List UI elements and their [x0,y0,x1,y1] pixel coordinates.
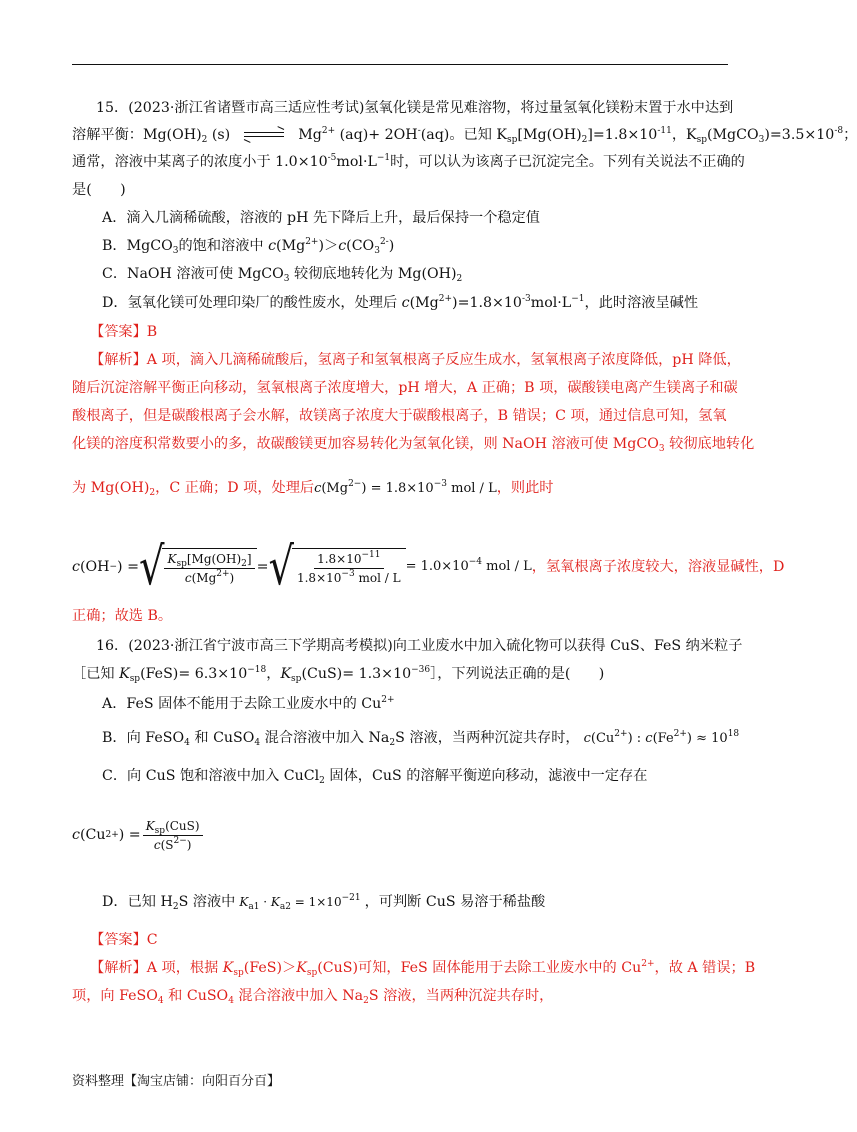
sqrt-symbol: √ $\frac{K_{sp}[Mg(OH)_2]}{c(Mg^{2+})}$ [139,547,257,587]
q16-option-d: D．已知 $H_2S$ 溶液中 $K_{a1} \cdot K_{a2} = 1\times 10^{-21}$ ，可判断 CuS 易溶于稀盐酸 [102,893,546,912]
q15-explanation-5: 为 $Mg(OH)_2$，C 正确；D 项，处理后$c(Mg^{2-}) = 1.8\times 10^{-3}$ mol / L，则此时 [72,479,554,498]
q15-line-4: 是( ) [72,182,126,198]
q15-oh-equation: c (OH − ) = √ $\frac{K_{sp}[Mg(OH)_2]}{c(Mg^{2+})}$ = √ $\frac{1.8\times 10^{-11}}{1.8\times 10^{-3} mol / L}$ = $1.0\times 10^{-4}$ mol / L ，氢氧根离子浓度较大，溶液显碱性，D [72,537,785,597]
header-rule [72,64,728,65]
q15-option-b: B．MgCO$_3$的饱和溶液中 $c(Mg^{2+})>c(CO_3^{2-})$ [102,237,395,256]
q16-option-b: B．向 FeSO$_4$ 和 CuSO$_4$ 混合溶液中加入 $Na_2S$ 溶液，当两种沉淀共存时， $c(Cu^{2+})$ : $c(Fe^{2+}) \approx 10^{18}$ [102,729,740,748]
q15-explanation-4: 化镁的溶度积常数要小的多，故碳酸镁更加容易转化为氢氧化镁，则 NaOH 溶液可使 MgCO$_3$ 较彻底地转化 [72,436,755,454]
q15-line-3: 通常，溶液中某离子的浓度小于 $1.0\times 10^{-5}mol\cdot L^{-1}$时，可以认为该离子已沉淀完全。下列有关说法不正确的 [72,153,745,170]
q16-answer: 【答案】C [90,932,158,948]
q15-option-a: A．滴入几滴稀硫酸，溶液的 pH 先下降后上升，最后保持一个稳定值 [102,210,540,226]
q16-option-c: C．向 CuS 饱和溶液中加入 CuCl$_2$ 固体，CuS 的溶解平衡逆向移动，滤液中一定存在 [102,768,648,786]
q16-line-1: 16．(2023·浙江省宁波市高三下学期高考模拟)向工业废水中加入硫化物可以获得 CuS、FeS 纳米粒子 [96,638,743,654]
q15-explanation-3: 酸根离子，但是碳酸根离子会水解，故镁离子浓度大于碳酸根离子，B 错误；C 项，通过信息可知，氢氧 [72,408,727,424]
q15-line-1: 15．(2023·浙江省诸暨市高三适应性考试)氢氧化镁是常见难溶物，将过量氢氧化镁粉末置于水中达到 [96,100,734,116]
sqrt-symbol-2: √ $\frac{1.8\times 10^{-11}}{1.8\times 10^{-3} mol / L}$ [268,547,405,587]
q15-explanation-1: 【解析】A 项，滴入几滴稀硫酸后，氢离子和氢氧根离子反应生成水，氢氧根离子浓度降低，pH 降低， [90,352,741,368]
q15-answer: 【答案】B [90,324,158,340]
q16-cu-equation: c (Cu 2+ ) = $\frac{K_{sp}(CuS)}{c(S^{2-})}$ [72,812,205,858]
q16-option-a: A．FeS 固体不能用于去除工业废水中的 $Cu^{2+}$ [102,695,395,712]
q15-option-d: D．氢氧化镁可处理印染厂的酸性废水，处理后 $c(Mg^{2+})=1.8\times 10^{-3}mol\cdot L^{-1}$，此时溶液呈碱性 [102,294,699,311]
q16-explanation-2: 项，向 FeSO$_4$ 和 CuSO$_4$ 混合溶液中加入 $Na_2S$ 溶液，当两种沉淀共存时， [72,988,554,1006]
equilibrium-arrow-icon [244,130,284,140]
q15-explanation-7: 正确；故选 B。 [72,608,173,624]
q16-explanation-1: 【解析】A 项，根据 $K_{sp}(FeS)>K_{sp}(CuS)$可知，FeS 固体能用于去除工业废水中的 $Cu^{2+}$，故 A 错误；B [90,959,756,978]
q16-line-2: ［已知 $K_{sp}(FeS)= 6.3\times 10^{-18}$，$K_{sp}(CuS)=$ $1.3\times 10^{-36}]$，下列说法正确的是( ) [72,665,605,684]
q15-option-c: C．NaOH 溶液可使 MgCO$_3$ 较彻底地转化为 $Mg(OH)_2$ [102,266,463,284]
q15-line-2: 溶解平衡：$Mg(OH)_2$ (s) $Mg^{2+}$ (aq)+ 2OH-(aq)。已知 $K_{sp}[Mg(OH)_2]=1.8\times 10^{-11}$，$K_{sp}(MgCO_3)=3.5\times 10^{-8}$； [72,126,857,145]
footer-source: 资料整理【淘宝店铺：向阳百分百】 [72,1074,281,1089]
q15-explanation-2: 随后沉淀溶解平衡正向移动，氢氧根离子浓度增大，pH 增大，A 正确；B 项，碳酸镁电离产生镁离子和碳 [72,380,738,396]
